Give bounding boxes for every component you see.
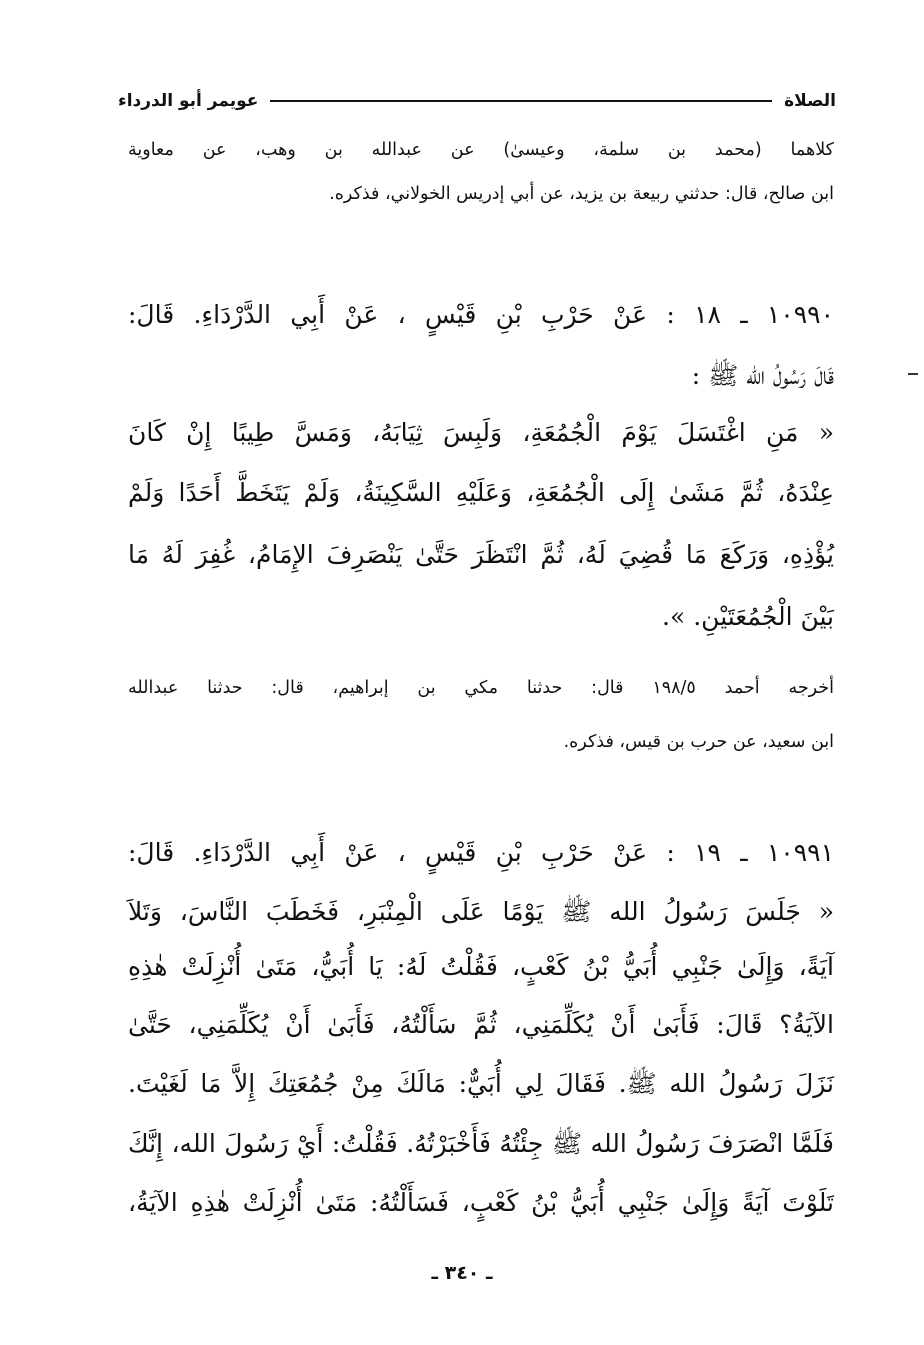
hadith-18-line: عِنْدَهُ، ثُمَّ مَشَىٰ إِلَى الْجُمُعَةِ، وَعَلَيْهِ السَّكِينَةُ، وَلَمْ يَتَخَطَّ أَحَدًا وَلَمْ (128, 478, 834, 507)
intro-line: كلاهما (محمد بن سلمة، وعيسىٰ) عن عبدالله بن وهب، عن معاوية (128, 140, 834, 160)
hadith-18-line: بَيْنَ الْجُمُعَتَيْنِ. ». (662, 602, 834, 631)
section-title: الصلاة (784, 91, 836, 111)
hadith-18-line: « مَنِ اغْتَسَلَ يَوْمَ الْجُمُعَةِ، وَلَبِسَ ثِيَابَهُ، وَمَسَّ طِيبًا إِنْ كَانَ (128, 418, 834, 447)
hadith-19-line: آيَةً، وَإِلَىٰ جَنْبِي أُبَيُّ بْنُ كَعْبٍ، فَقُلْتُ لَهُ: يَا أُبَيُّ، مَتَىٰ أُنْزِلَتْ هٰذِهِ (128, 952, 834, 981)
running-header (118, 86, 836, 116)
hadith-19-line: « جَلَسَ رَسُولُ الله ﷺ يَوْمًا عَلَى الْمِنْبَرِ، فَخَطَبَ النَّاسَ، وَتَلاَ (128, 897, 834, 926)
takhrij-18-line: أخرجه أحمد ١٩٨/٥ قال: حدثنا مكي بن إبراهيم، قال: حدثنا عبدالله (128, 678, 834, 698)
intro-line: ابن صالح، قال: حدثني ربيعة بن يزيد، عن أبي إدريس الخولاني، فذكره. (329, 184, 834, 204)
hadith-19-line: الآيَةُ؟ قَالَ: فَأَبَىٰ أَنْ يُكَلِّمَنِي، ثُمَّ سَأَلْتُهُ، فَأَبَىٰ أَنْ يُكَلِّمَنِي، حَتَّىٰ (128, 1010, 834, 1039)
hadith-19-line: ١٠٩٩١ ـ ١٩ : عَنْ حَرْبِ بْنِ قَيْسٍ ، عَنْ أَبِي الدَّرْدَاءِ. قَالَ: (128, 838, 835, 867)
hadith-19-line: نَزَلَ رَسُولُ الله ﷺ. فَقَالَ لِي أُبَيٌّ: مَالَكَ مِنْ جُمُعَتِكَ إِلاَّ مَا لَغَيْتَ. (128, 1069, 834, 1098)
hadith-18-line: قَالَ رَسُولُ الله ﷺ : (691, 361, 834, 390)
hadith-19-line: فَلَمَّا انْصَرَفَ رَسُولُ الله ﷺ جِئْتُهُ فَأَخْبَرْتُهُ. فَقُلْتُ: أَيْ رَسُولَ الله، إِنَّكَ (128, 1129, 834, 1158)
narrator-name: عويمر أبو الدرداء (118, 91, 259, 111)
hadith-19-line: تَلَوْتَ آيَةً وَإِلَىٰ جَنْبِي أُبَيُّ بْنُ كَعْبٍ، فَسَأَلْتُهُ: مَتَىٰ أُنْزِلَتْ هٰذِهِ الآيَةُ، (128, 1188, 834, 1217)
margin-mark (908, 373, 918, 375)
header-rule (270, 100, 772, 102)
page-number: ـ ٣٤٠ ـ (431, 1262, 493, 1284)
hadith-18-line: ١٠٩٩٠ ـ ١٨ : عَنْ حَرْبِ بْنِ قَيْسٍ ، عَنْ أَبِي الدَّرْدَاءِ. قَالَ: (128, 300, 835, 329)
takhrij-18-line: ابن سعيد، عن حرب بن قيس، فذكره. (563, 732, 834, 752)
hadith-18-line: يُؤْذِهِ، وَرَكَعَ مَا قُضِيَ لَهُ، ثُمَّ انْتَظَرَ حَتَّىٰ يَنْصَرِفَ الإِمَامُ، غُفِرَ لَهُ مَا (128, 540, 834, 569)
